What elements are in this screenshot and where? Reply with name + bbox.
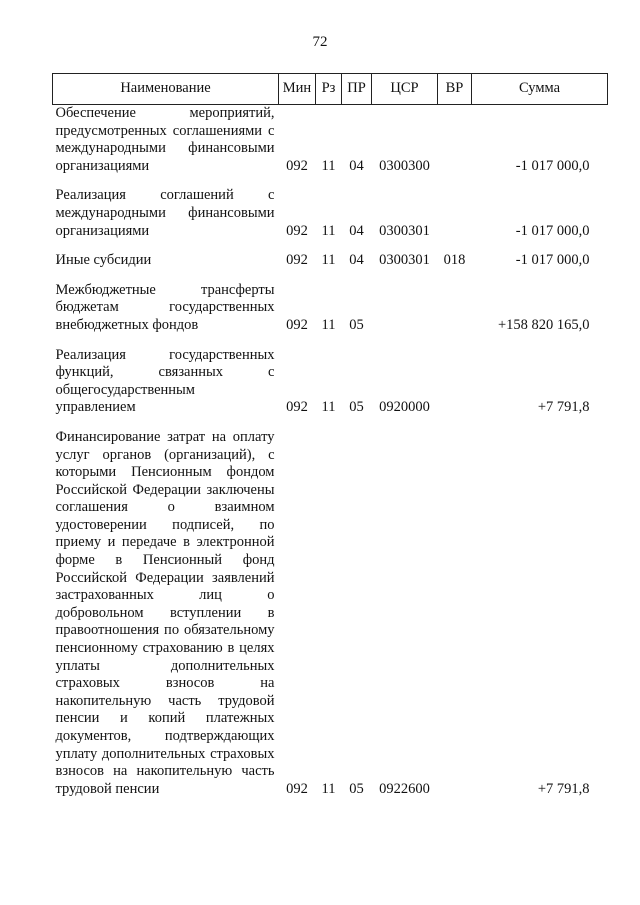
row-vr <box>438 335 472 417</box>
row-min: 092 <box>286 157 308 174</box>
row-rz: 11 <box>321 316 336 333</box>
row-name: Реализация государственных функций, связанных с общегосударственным управлением <box>55 346 275 416</box>
header-min: Мин <box>279 74 316 105</box>
row-min: 092 <box>286 399 308 416</box>
row-rz: 11 <box>321 780 336 797</box>
header-pr: ПР <box>342 74 372 105</box>
row-name: Финансирование затрат на оплату услуг органов (организаций), с которыми Пенсионным фондом Российской Федерации заключены соглашения о взаимном удостоверении подписей, по приему и передаче в электронной форме в Пенсионный фонд Российской Федерации заявлений застрахованных лиц о добровольном вступлении в правоотношения по обязательному пенсионному страхованию в целях уплаты дополнительных страховых взносов на накопительную часть трудовой пенсии и копий платежных документов, подтверждающих уплату дополнительных страховых взносов на накопительную часть трудовой пенсии <box>55 428 275 797</box>
row-rz: 11 <box>321 157 336 174</box>
header-sum: Сумма <box>472 74 608 105</box>
table-row <box>53 335 608 417</box>
row-min: 092 <box>286 780 308 797</box>
row-pr: 04 <box>349 157 364 174</box>
row-pr: 05 <box>349 316 364 333</box>
page-number: 72 <box>312 34 328 50</box>
row-csr: 0920000 <box>379 399 430 416</box>
row-vr <box>438 270 472 335</box>
row-vr: 018 <box>443 252 466 269</box>
row-csr: 0300300 <box>379 157 430 174</box>
header-csr: ЦСР <box>372 74 438 105</box>
row-rz: 11 <box>321 252 336 269</box>
table-row <box>53 417 608 798</box>
table-row <box>53 175 608 240</box>
row-pr: 04 <box>349 222 364 239</box>
row-csr: 0922600 <box>379 780 430 797</box>
table-row <box>53 240 608 270</box>
row-name: Обеспечение мероприятий, предусмотренных соглашениями с международными финансовыми организациями <box>55 105 275 174</box>
row-min: 092 <box>286 222 308 239</box>
table-row <box>53 105 608 176</box>
row-vr <box>438 175 472 240</box>
row-sum: -1 017 000,0 <box>515 252 590 269</box>
header-name: Наименование <box>53 74 279 105</box>
row-csr: 0300301 <box>379 222 430 239</box>
row-name: Межбюджетные трансферты бюджетам государственных внебюджетных фондов <box>55 281 275 333</box>
row-csr <box>372 270 438 335</box>
row-min: 092 <box>286 252 308 269</box>
row-vr <box>438 105 472 176</box>
row-sum: +7 791,8 <box>537 399 590 416</box>
row-sum: +158 820 165,0 <box>497 316 590 333</box>
table-row <box>53 270 608 335</box>
row-csr: 0300301 <box>379 252 430 269</box>
row-pr: 05 <box>349 399 364 416</box>
row-pr: 04 <box>349 252 364 269</box>
row-sum: -1 017 000,0 <box>515 222 590 239</box>
header-rz: Рз <box>316 74 342 105</box>
budget-table <box>52 73 608 798</box>
row-sum: +7 791,8 <box>537 780 590 797</box>
row-rz: 11 <box>321 399 336 416</box>
table-header-row <box>53 74 608 105</box>
row-rz: 11 <box>321 222 336 239</box>
row-name: Реализация соглашений с международными финансовыми организациями <box>55 187 275 239</box>
row-pr: 05 <box>349 780 364 797</box>
row-min: 092 <box>286 316 308 333</box>
row-name: Иные субсидии <box>55 252 152 269</box>
header-vr: ВР <box>438 74 472 105</box>
row-sum: -1 017 000,0 <box>515 157 590 174</box>
row-vr <box>438 417 472 798</box>
